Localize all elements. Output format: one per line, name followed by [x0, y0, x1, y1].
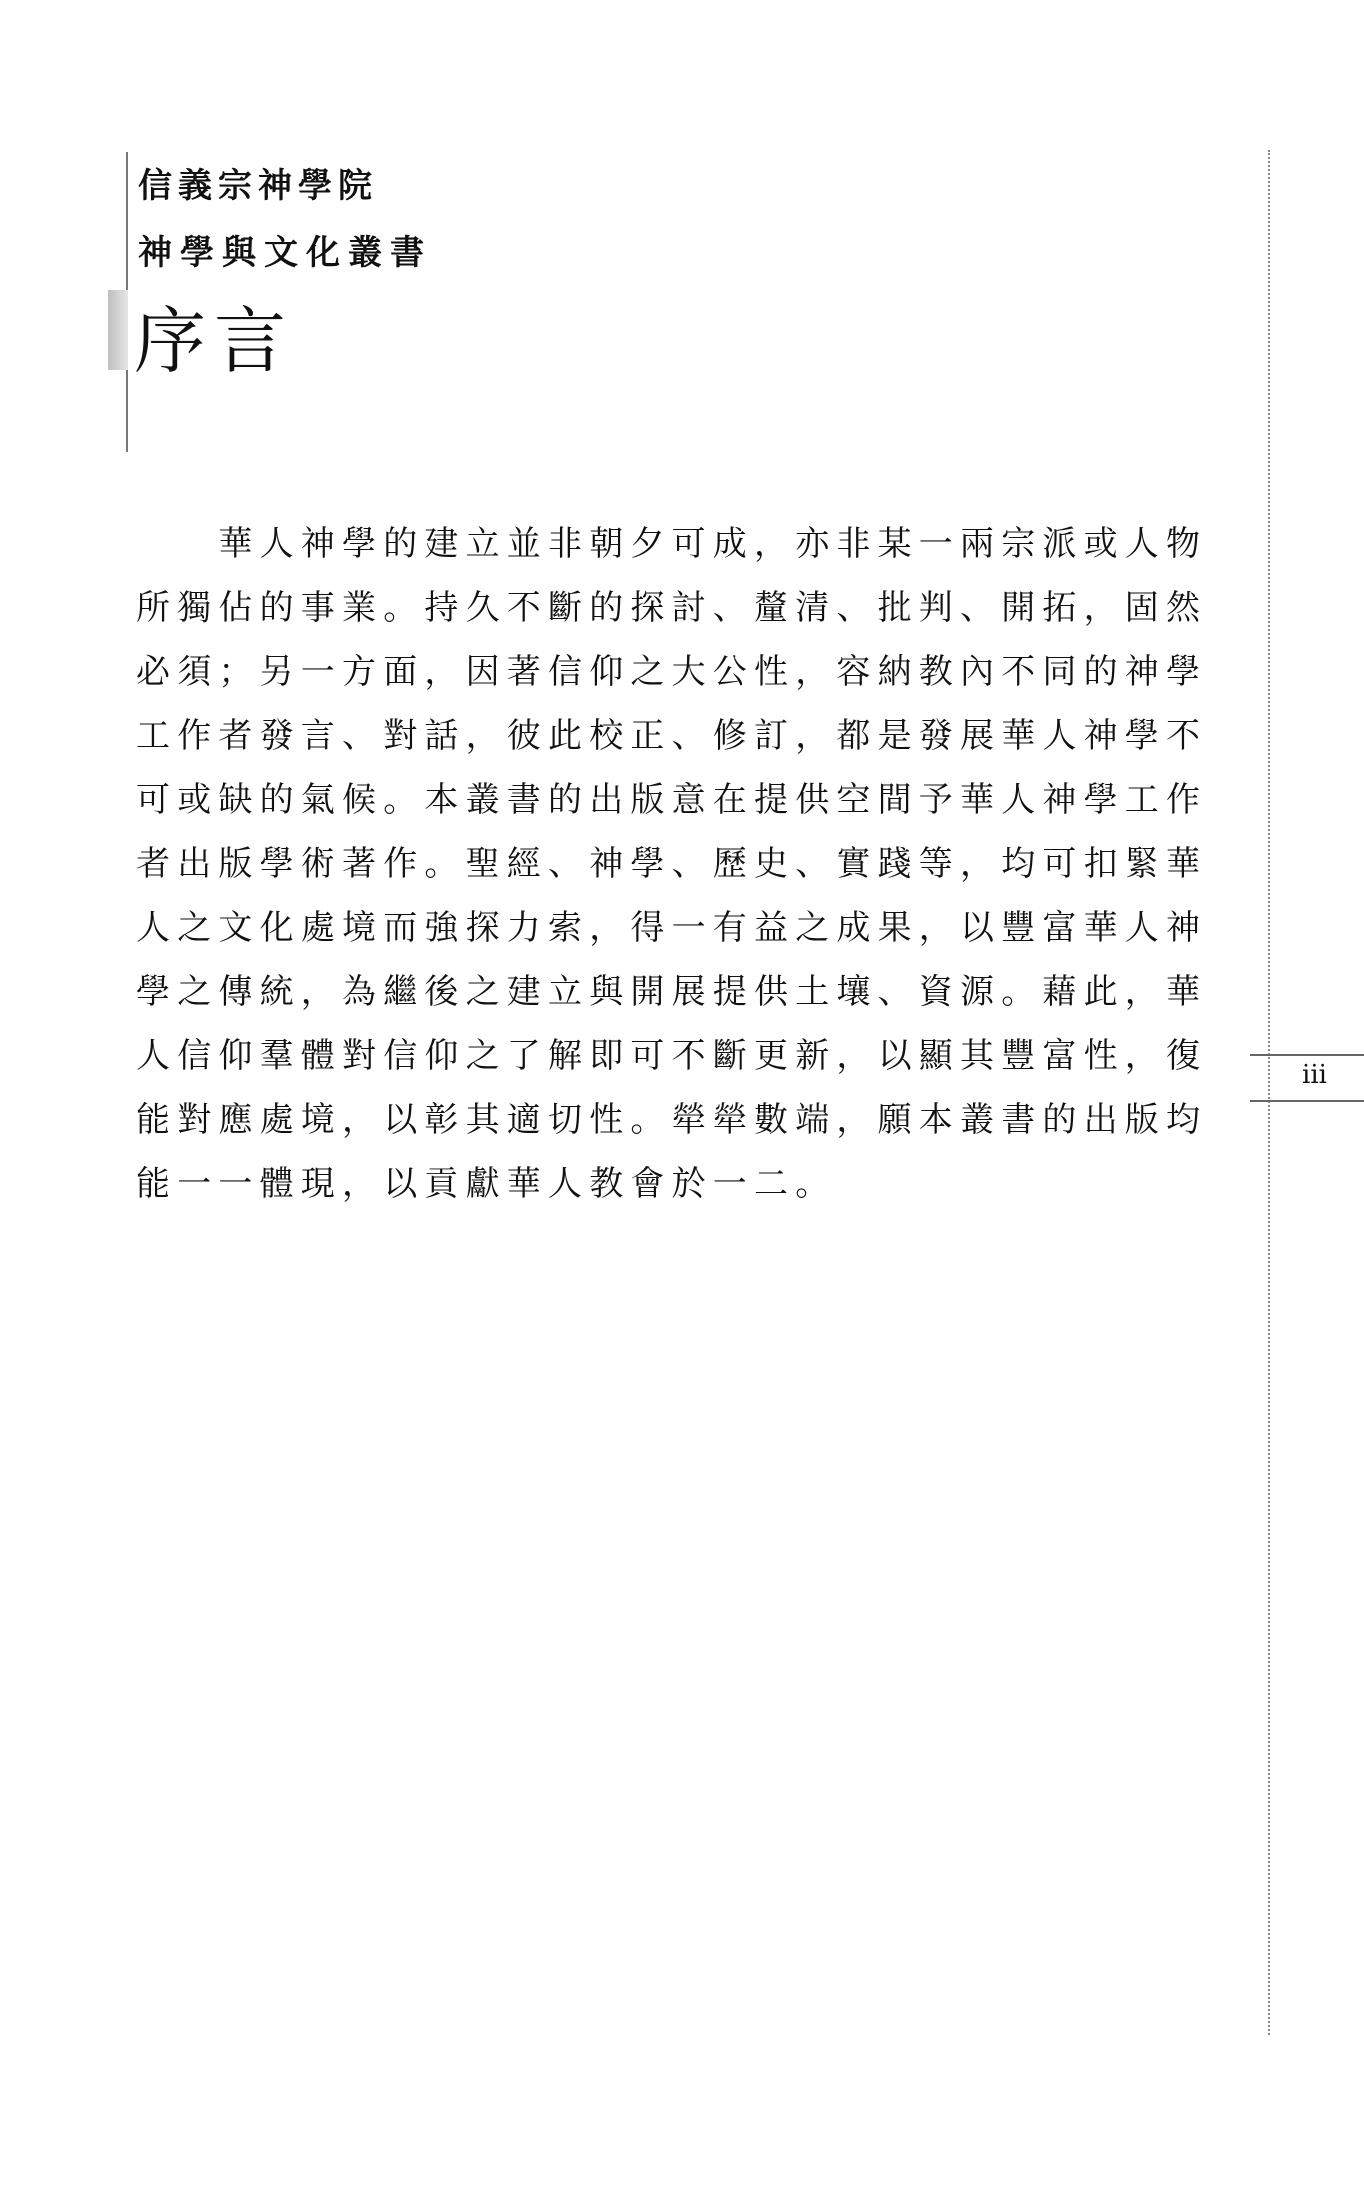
body-line: 人之文化處境而強探力索，得一有益之成果，以豐富華人神	[136, 908, 1208, 948]
body-line: 者出版學術著作。聖經、神學、歷史、實踐等，均可扣緊華	[136, 844, 1208, 884]
body-line: 學之傳統，為繼後之建立與開展提供土壤、資源。藉此，華	[136, 972, 1208, 1012]
preface-body	[136, 512, 1208, 1216]
title-accent-bar	[108, 290, 128, 370]
body-line: 必須；另一方面，因著信仰之大公性，容納教內不同的神學	[136, 652, 1208, 692]
institute-name: 信義宗神學院	[138, 166, 378, 206]
series-name: 神學與文化叢書	[138, 233, 432, 273]
body-line: 華人神學的建立並非朝夕可成，亦非某一兩宗派或人物	[136, 524, 1208, 564]
page-number: iii	[1302, 1060, 1327, 1090]
body-line: 能一一體現，以貢獻華人教會於一二。	[136, 1164, 837, 1204]
body-line: 工作者發言、對話，彼此校正、修訂，都是發展華人神學不	[136, 716, 1208, 756]
body-line: 能對應處境，以彰其適切性。犖犖數端，願本叢書的出版均	[136, 1100, 1208, 1140]
body-line: 人信仰羣體對信仰之了解即可不斷更新，以顯其豐富性，復	[136, 1036, 1208, 1076]
body-line: 所獨佔的事業。持久不斷的探討、釐清、批判、開拓，固然	[136, 588, 1208, 628]
page-title: 序言	[134, 299, 295, 383]
body-line: 可或缺的氣候。本叢書的出版意在提供空間予華人神學工作	[136, 780, 1208, 820]
